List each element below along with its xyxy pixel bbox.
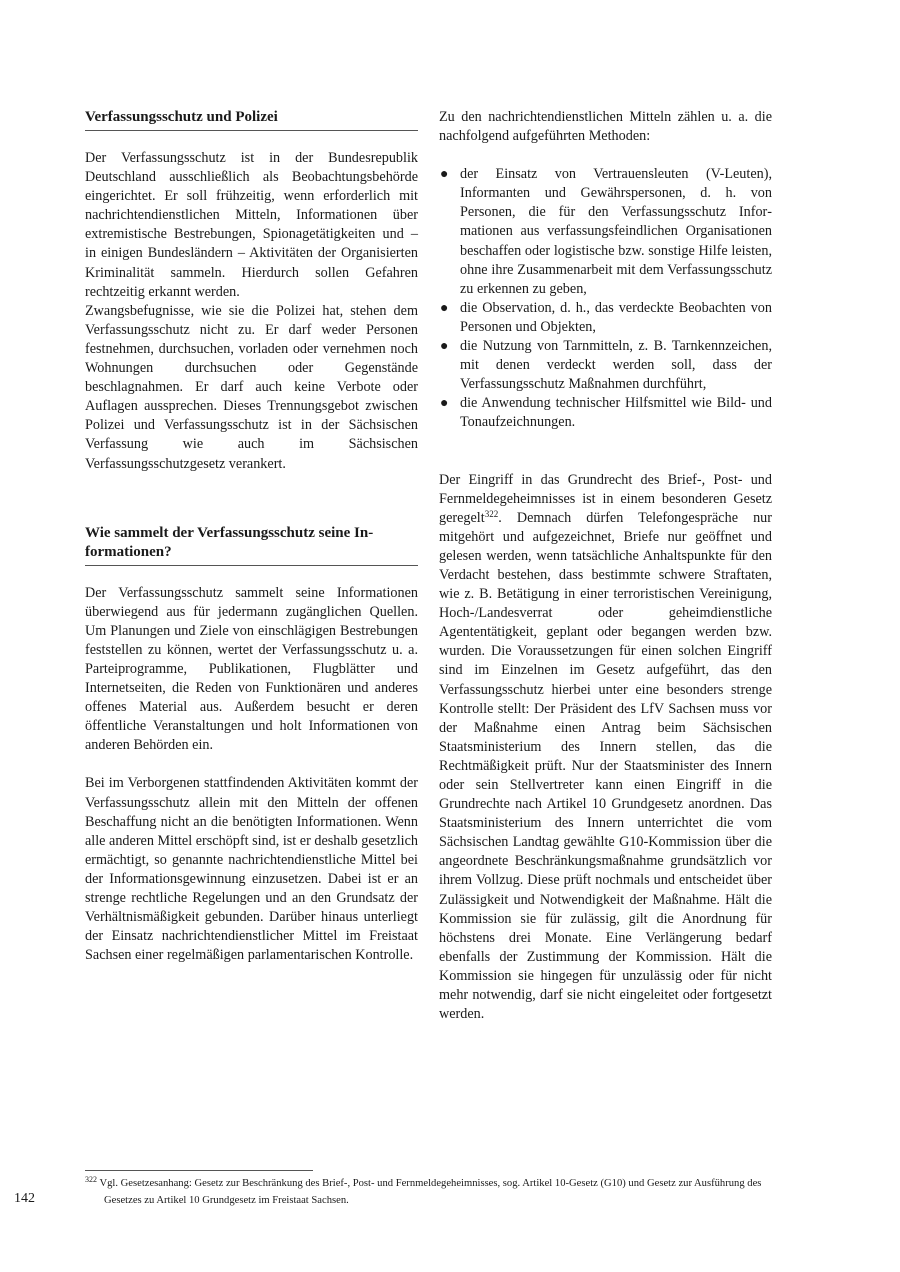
list-item: ● die Anwendung technischer Hilfsmittel wie Bild- und Tonaufzeichnungen.: [440, 395, 772, 431]
bullet-icon: ●: [440, 396, 449, 412]
footnote-reference: 322: [484, 508, 499, 519]
paragraph-open-sources: Der Verfassungsschutz sammelt seine Informationen überwiegend aus für jedermann zugänglichen Quellen. Um Planungen und Ziele von einschlägigen Bestrebungen feststellen zu können, wertet der Verfassungsschutz u. a. Parteiprogramme, Publikationen, Flugblätter und Internetseiten, die Reden von Funktionären und anderes offenes Material aus. Außerdem besucht er deren öffentliche Veranstaltungen und holt Informationen von anderen Behörden ein.: [85, 584, 418, 754]
footnote: [85, 1175, 794, 1209]
paragraph-observation-authority: Der Verfassungsschutz ist in der Bundesrepublik Deutschland ausschließlich als Beobachtungsbehörde eingerichtet. Er soll frühzeitig, wenn erforderlich mit nachrichtendienstlichen Mitteln, Informationen über extremistische Bestrebungen, Spionagetätigkeiten und – in einigen Bundesländern – Aktivitäten der Organisierten Kriminalität sammeln. Hierdurch sollen Gefahren rechtzeitig erkannt werden.: [85, 150, 418, 300]
right-column: [439, 108, 772, 1024]
section-heading-police: Verfassungsschutz und Polizei: [85, 108, 418, 131]
paragraph-g10-law: Der Eingriff in das Grundrecht des Brief-, Post- und Fernmeldegeheimnisses ist in einem besonderen Gesetz geregelt$^{322}$. Demnach dürfen Telefongespräche nur mitgehört und aufgezeichnet, Briefe nur geöffnet und gelesen werden, wenn tatsächliche Anhaltspunkte für den Verdacht bestehen, dass bestimmte schwere Straftaten, wie z. B. Betätigung in einer terroristischen Vereinigung, Hoch-/Landesverrat oder geheimdienstliche Agententätigkeit, geplant oder begangen werden bzw. wurden. Die Voraussetzungen für einen solchen Eingriff sind im Einzelnen im Gesetz aufgeführt, das den Verfassungsschutz hierbei unter eine besonders strenge Kontrolle stellt: Der Präsident des LfV Sachsen muss vor der Maßnahme einen Antrag beim Sächsischen Staatsministerium des Innern stellen, das die Rechtmäßigkeit prüft. Nur der Staatsminister des Innern oder sein Stellvertreter kann einen Eingriff in die Grundrechte nach Artikel 10 Grundgesetz anordnen. Das Staatsministerium des Innern unterrichtet die vom Sächsischen Landtag gewählte G10-Kommission über die angeordnete Beschränkungsmaßnahme grundsätzlich vor ihrem Vollzug. Diese prüft nochmals und entscheidet über Zulässigkeit und Notwendigkeit der Maßnahme. Hält die Kommission sie für zulässig, gilt die Anordnung für höchstens drei Monate. Eine Verlängerung bedarf ebenfalls der Zustimmung der Kommission. Hält die Kommission sie hingegen für unzulässig oder für nicht mehr notwendig, darf sie nicht eingeleitet oder fortgesetzt werden.: [439, 471, 772, 1023]
bullet-icon: ●: [440, 167, 449, 183]
section-heading-information-gathering: Wie sammelt der Verfassungsschutz seine Informationen?: [85, 524, 418, 566]
list-item: ● die Nutzung von Tarnmitteln, z. B. Tarnkennzeichen, mit denen verdeckt werden soll, dass der Verfassungsschutz Maßnahmen durchführt,: [440, 338, 772, 393]
paragraph-coercive-powers: Zwangsbefugnisse, wie sie die Polizei hat, stehen dem Verfassungsschutz nicht zu. Er darf weder Personen festnehmen, durchsuchen, vorladen oder vernehmen noch Wohnungen durchsuchen oder Gegenstände beschlagnahmen. Er darf auch keine Verbote oder Auflagen aussprechen. Dieses Trennungsgebot zwischen Polizei und Verfassungsschutz ist in der Sächsischen Verfassung wie auch im Sächsischen Verfassungsschutzgesetz verankert.: [85, 302, 418, 472]
bullet-icon: ●: [440, 339, 449, 355]
bullet-icon: ●: [440, 300, 449, 316]
footnote-text: Vgl. Gesetzesanhang: Gesetz zur Beschränkung des Brief-, Post- und Fernmeldegeheimnisses, sog. Artikel 10-Gesetz (G10) und Gesetz zur Ausführung des Gesetzes zu Artikel 10 Grundgesetz im Freistaat Sachsen.: [99, 1178, 762, 1206]
footnote-number: 322: [85, 1175, 97, 1184]
list-item: ● die Observation, d. h., das verdeckte Beobachten von Personen und Objekten,: [440, 299, 772, 335]
list-item: ● der Einsatz von Vertrauensleuten (V-Leuten), Informanten und Gewährspersonen, d. h. von Personen, die für den Verfassungsschutz Informationen aus verfassungsfeindlichen Organisationen beschaffen oder logistische bzw. sonstige Hilfe leisten, ohne ihre Zusammenarbeit mit dem Verfassungsschutz zu erkennen zu geben,: [440, 166, 772, 297]
left-column: [85, 108, 418, 965]
footnote-divider: [85, 1170, 313, 1171]
page-number: 142: [14, 1191, 35, 1206]
paragraph-covert-activities: Bei im Verborgenen stattfindenden Aktivitäten kommt der Verfassungsschutz allein mit den Mitteln der offenen Beschaffung nicht an die benötigten Informationen. Wenn alle anderen Mittel erschöpft sind, ist er deshalb gesetzlich ermächtigt, so genannte nachrichtendienstliche Mittel bei der Informationsgewinnung einzusetzen. Dabei ist er an strenge rechtliche Regelungen und an den Grundsatz der Verhältnismäßigkeit gebunden. Darüber hinaus unterliegt der Einsatz nachrichtendienstlicher Mittel im Freistaat Sachsen einer regelmäßigen parlamentarischen Kontrolle.: [85, 775, 418, 964]
methods-list: [439, 165, 772, 432]
paragraph-intro-methods: Zu den nachrichtendienstlichen Mitteln zählen u. a. die nachfolgend aufgeführten Methoden:: [439, 109, 772, 145]
